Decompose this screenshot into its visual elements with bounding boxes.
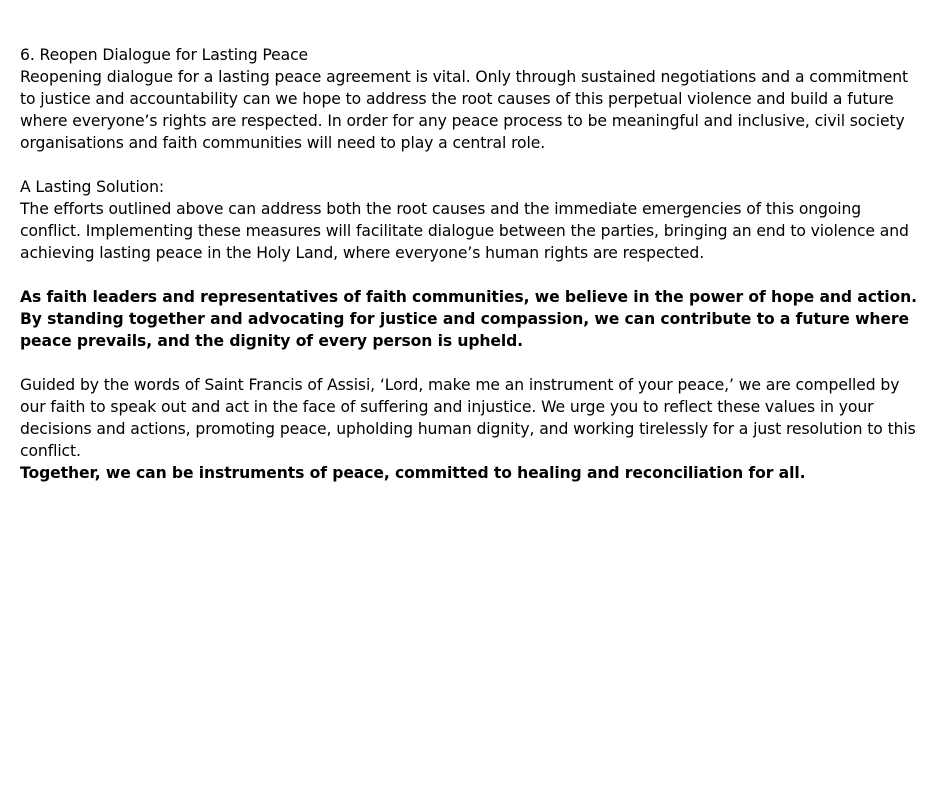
section-6-heading: 6. Reopen Dialogue for Lasting Peace <box>20 46 309 64</box>
paragraph-gap <box>20 352 922 374</box>
section-6-body: Reopening dialogue for a lasting peace agreement is vital. Only through sustained negotiations and a commitment to justice and accountability can we hope to address the root causes of this perpetual violence and build a future where everyone’s rights are respected. In order for any peace process to be meaningful and inclusive, civil society organisations and faith communities will need to play a central role. <box>20 68 913 152</box>
faith-leaders-statement: As faith leaders and representatives of faith communities, we believe in the power of hope and action. By standing together and advocating for justice and compassion, we can contribute to a future where peace prevails, and the dignity of every person is upheld. <box>20 288 923 350</box>
solution-body: The efforts outlined above can address both the root causes and the immediate emergencies of this ongoing conflict. Implementing these measures will facilitate dialogue between the parties, bringing an end to violence and achieving lasting peace in the Holy Land, where everyone’s human rights are respected. <box>20 200 914 262</box>
solution-heading: A Lasting Solution: <box>20 178 165 196</box>
closing-paragraph: Guided by the words of Saint Francis of Assisi, ‘Lord, make me an instrument of your peace,’ we are compelled by our faith to speak out and act in the face of suffering and injustice. We urge you to reflect these values in your decisions and actions, promoting peace, upholding human dignity, and working tirelessly for a just resolution to this conflict. <box>20 376 921 460</box>
closing-final-line: Together, we can be instruments of peace, committed to healing and reconciliation for all. <box>20 464 806 482</box>
document-page <box>20 44 922 484</box>
paragraph-gap <box>20 154 922 176</box>
paragraph-gap <box>20 264 922 286</box>
